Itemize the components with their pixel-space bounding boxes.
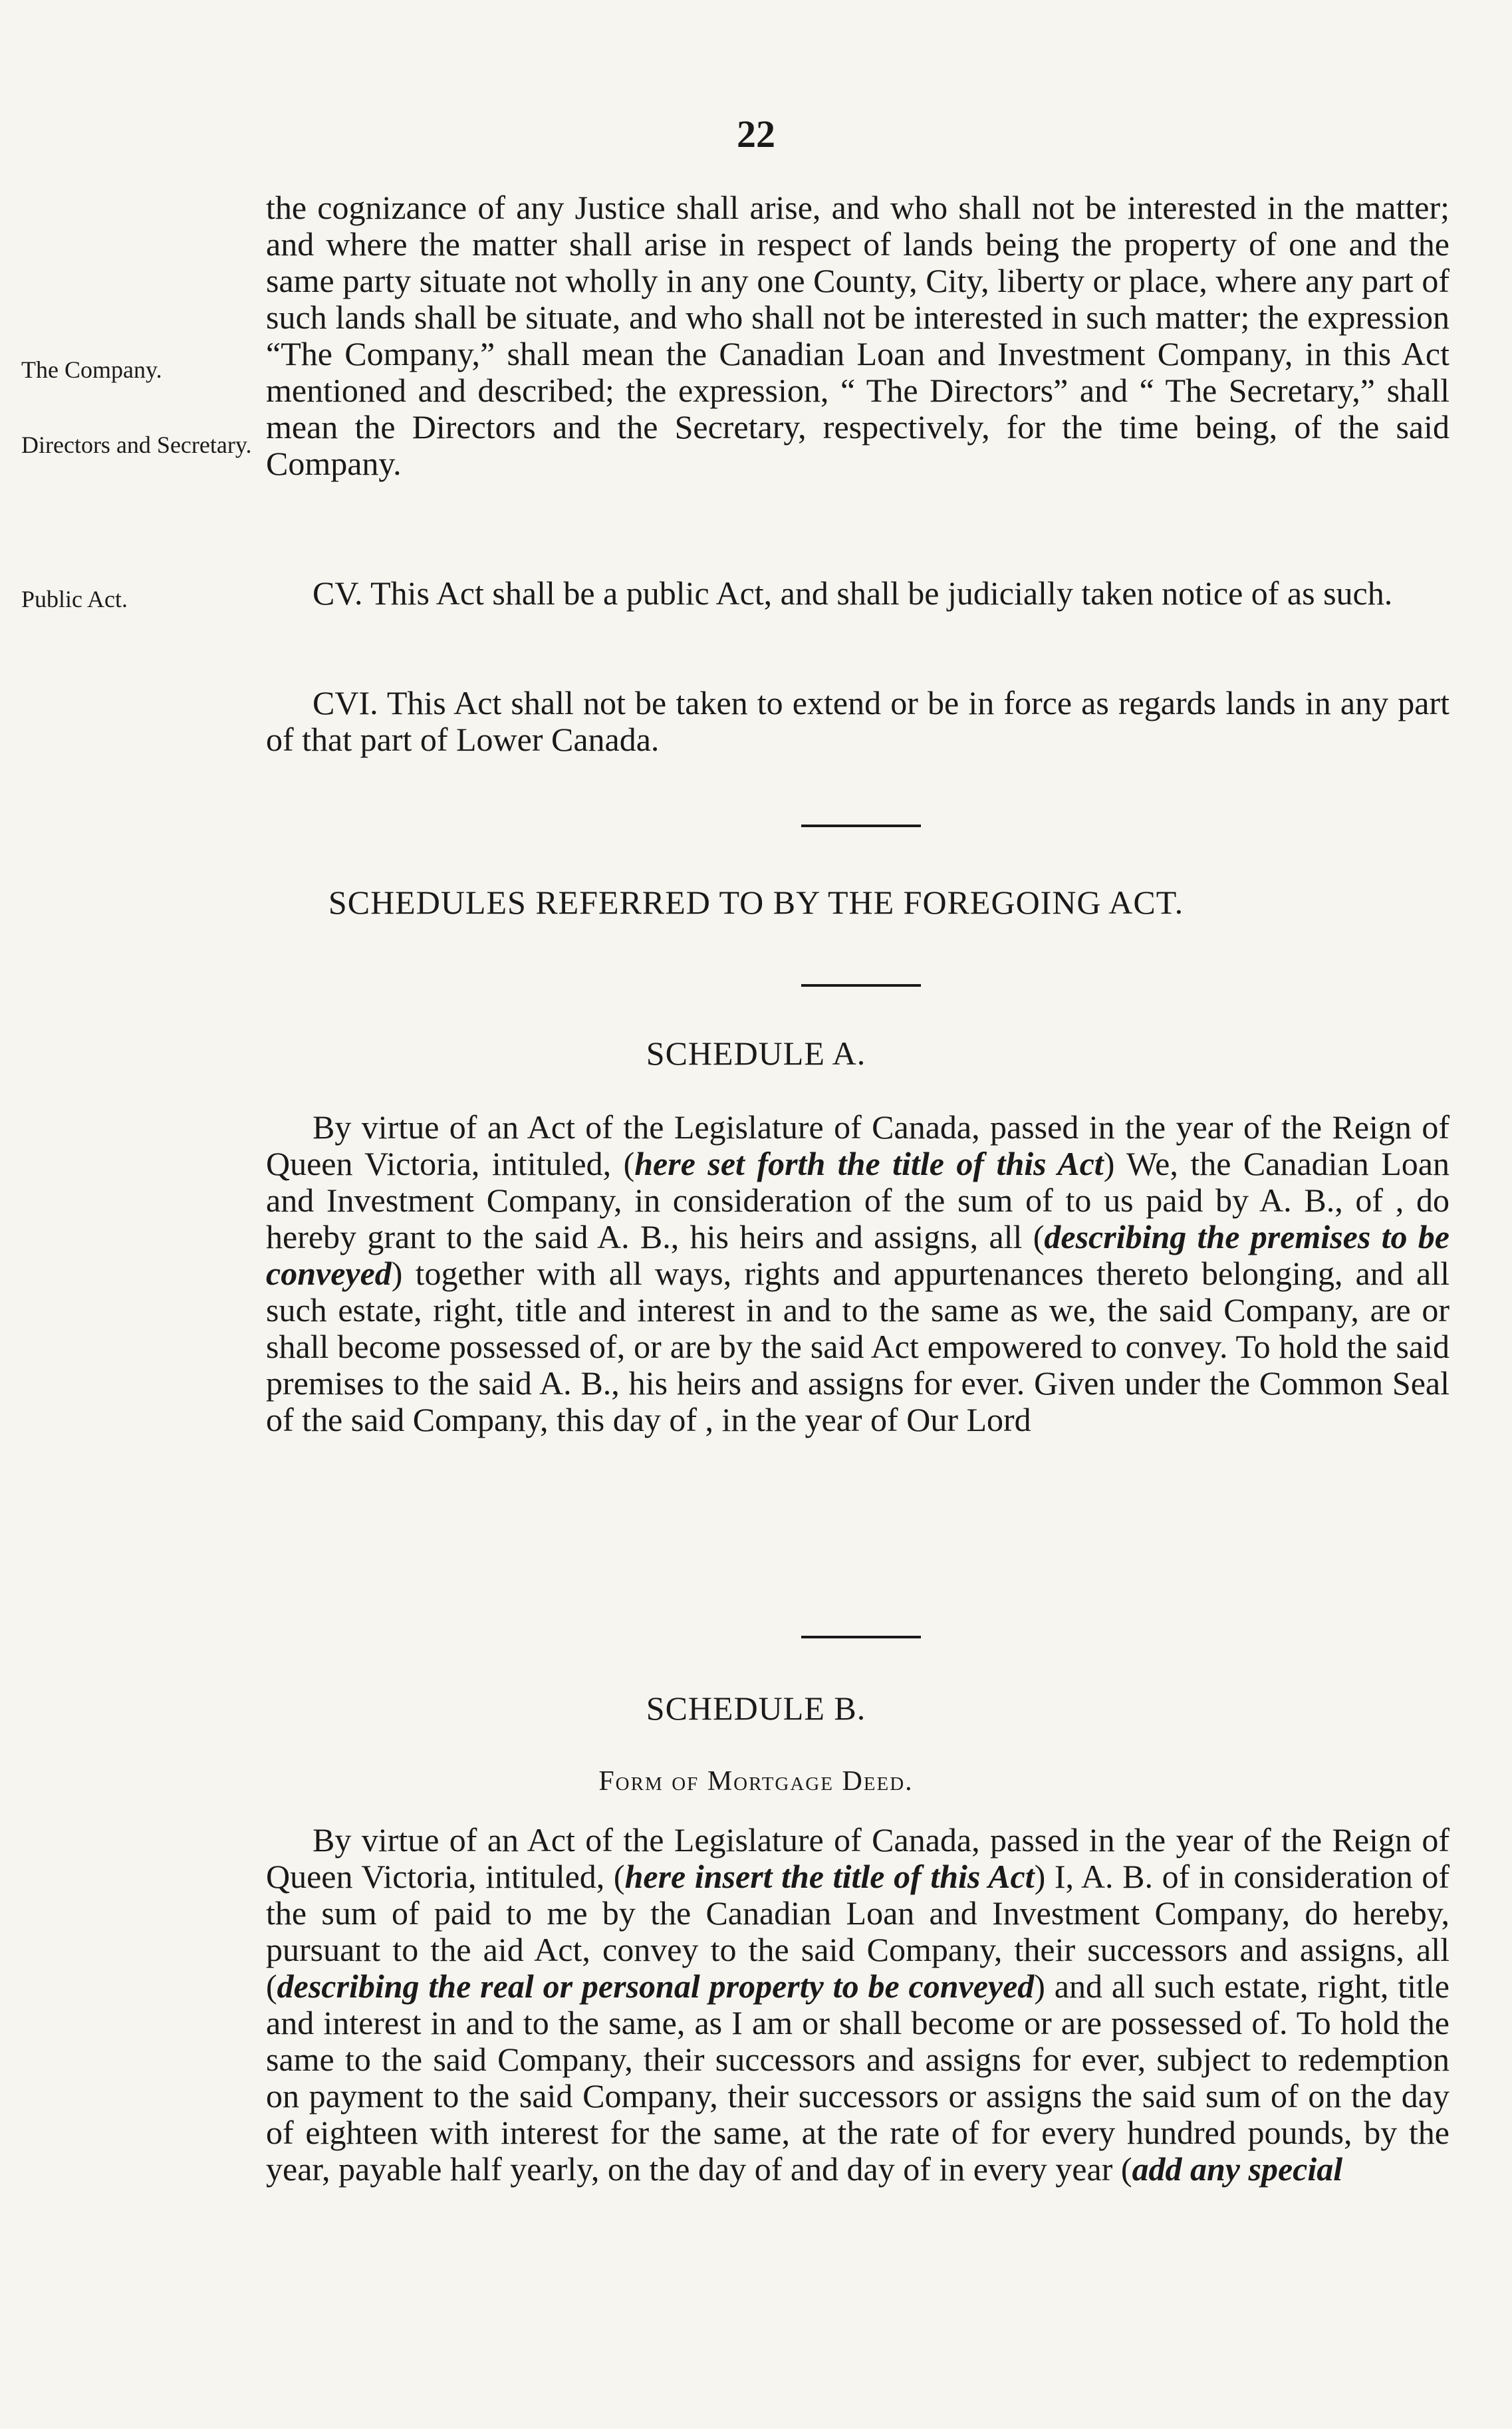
divider-rule-1 [801,825,921,827]
schedule-a-italic-2: describing the premises to be conveyed [266,1218,1449,1292]
divider-rule-3 [801,1636,921,1638]
section-cvi: CVI. This Act shall not be taken to extend or be in force as regards lands in any part of that part of Lower Canada. [266,684,1449,758]
schedule-a-title: SCHEDULE A. [646,1035,866,1072]
schedule-a-text [266,1109,1449,1438]
schedule-a-text-3: ) together with all ways, rights and appurtenances thereto belonging, and all such estate, right, title and interest in and to the same as we, the said Company, are or shall become possessed of, or are by the said Act empowered to convey. To hold the said premises to the said A. B., his heirs and assigns for ever. Given under the Common Seal of the said Company, this day of , in the year of Our Lord [266,1255,1449,1438]
page-number: 22 [737,112,775,156]
margin-note-company: The Company. [21,356,162,383]
schedule-a-text-2: ) We, the Canadian Loan and Investment Company, in consideration of the sum of to us paid by A. B., of , do hereby grant to the said A. B., his heirs and assigns, all ( [266,1145,1449,1255]
schedule-b-italic-1: here insert the title of this Act [624,1858,1035,1895]
schedule-b-text [266,1822,1449,2188]
margin-note-public-act: Public Act. [21,586,128,612]
schedule-b-subtitle: Form of Mortgage Deed. [598,1766,914,1797]
schedule-b-italic-3: add any special [1132,2150,1343,2188]
schedule-b-text-2: ) I, A. B. of in consideration of the sum of paid to me by the Canadian Loan and Investment Company, do hereby, pursuant to the aid Act, convey to the said Company, their successors and assigns, all ( [266,1858,1449,2005]
margin-note-directors: Directors and Secretary. [21,432,252,458]
schedule-a-italic-1: here set forth the title of this Act [634,1145,1104,1182]
schedule-b-text-3: ) and all such estate, right, title and interest in and to the same, as I am or shall become or are possessed of. To hold the same to the said Company, their successors and assigns for ever, subject to redemption on payment to the said Company, their successors or assigns the said sum of on the day of eighteen with interest for the same, at the rate of for every hundred pounds, by the year, payable half yearly, on the day of and day of in every year ( [266,1968,1449,2188]
section-cv: CV. This Act shall be a public Act, and shall be judicially taken notice of as such. [313,575,1393,612]
divider-rule-2 [801,984,921,987]
schedule-b-italic-2: describing the real or personal property to be conveyed [277,1968,1035,2005]
schedules-heading: SCHEDULES REFERRED TO BY THE FOREGOING ACT. [328,884,1184,921]
schedule-a-text-1: By virtue of an Act of the Legislature of Canada, passed in the year of the Reign of Queen Victoria, intituled, ( [266,1108,1449,1182]
schedule-b-title: SCHEDULE B. [646,1690,866,1727]
schedule-b-text-1: By virtue of an Act of the Legislature of Canada, passed in the year of the Reign of Queen Victoria, intituled, ( [266,1821,1449,1895]
section-continuation: the cognizance of any Justice shall arise, and who shall not be interested in the matter; and where the matter shall arise in respect of lands being the property of one and the same party situate not wholly in any one County, City, liberty or place, where any part of such lands shall be situate, and who shall not be interested in such matter; the expression “The Company,” shall mean the Canadian Loan and Investment Company, in this Act mentioned and described; the expression, “ The Directors” and “ The Secretary,” shall mean the Directors and the Secretary, respectively, for the time being, of the said Company. [266,189,1449,482]
